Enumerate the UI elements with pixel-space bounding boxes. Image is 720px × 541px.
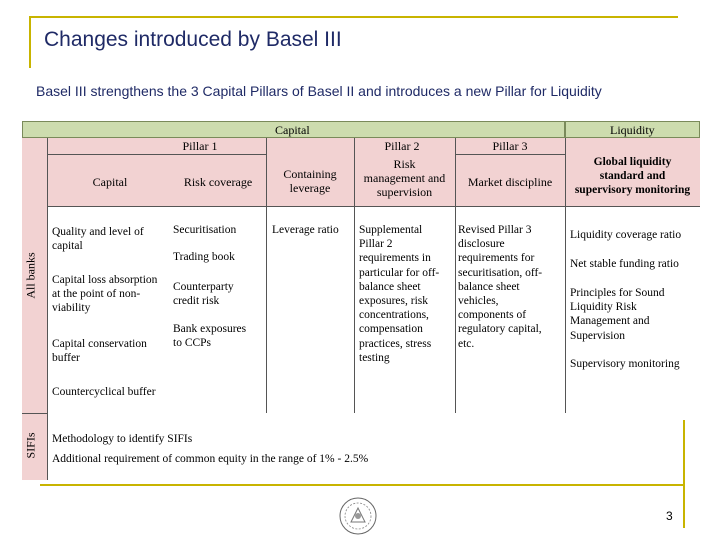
capital-bar-label: Capital: [275, 123, 310, 137]
countercyclical-buffer: Countercyclical buffer: [52, 386, 156, 398]
pillar-3-requirements: Revised Pillar 3 disclosure requirements for securitisation, off- balance sheet vehicles, components of regulatory capital, etc.: [458, 224, 543, 350]
header-containing-leverage: Containing leverage: [283, 167, 337, 195]
grid-line: [48, 154, 266, 155]
sifis-text: SIFIs: [23, 432, 38, 459]
liquidity-principles: Principles for Sound Liquidity Risk Management and Supervision: [570, 287, 665, 342]
sifis-side-label: [22, 413, 48, 480]
pillar-2-label: Pillar 2: [384, 139, 420, 153]
liquidity-bar: [565, 121, 700, 138]
header-risk-management: Risk management and supervision: [363, 157, 446, 199]
pillar-2-requirements: Supplemental Pillar 2 requirements in particular for off- balance sheet exposures, risk concentrations, compensation practices, stress testing: [359, 224, 440, 364]
frame-top-line: [30, 16, 678, 18]
header-risk-coverage: Risk coverage: [183, 175, 253, 189]
net-stable-funding-ratio: Net stable funding ratio: [570, 258, 679, 270]
frame-left-line: [29, 16, 31, 68]
liquidity-bar-label: Liquidity: [610, 123, 655, 137]
all-banks-text: All banks: [23, 252, 38, 299]
pillar-3-label: Pillar 3: [492, 139, 528, 153]
capital-loss-absorption: Capital loss absorption at the point of non- viability: [52, 274, 158, 315]
risk-securitisation: Securitisation: [173, 224, 237, 236]
liquidity-coverage-ratio: Liquidity coverage ratio: [570, 229, 682, 241]
risk-bank-exposures: Bank exposures to CCPs: [173, 323, 247, 350]
sifi-methodology: Methodology to identify SIFIs: [52, 433, 193, 445]
page-subtitle: Basel III strengthens the 3 Capital Pillars of Basel II and introduces a new Pillar for Liquidity: [36, 83, 602, 99]
sifi-additional-requirement: Additional requirement of common equity in the range of 1% - 2.5%: [52, 453, 369, 465]
header-market-discipline: Market discipline: [467, 175, 553, 189]
risk-counterparty: Counterparty credit risk: [173, 281, 234, 308]
leverage-ratio: Leverage ratio: [272, 224, 339, 236]
header-capital: Capital: [92, 175, 128, 189]
frame-right-line: [683, 420, 685, 528]
grid-line: [455, 154, 565, 155]
supervisory-monitoring: Supervisory monitoring: [570, 358, 680, 370]
capital-conservation-buffer: Capital conservation buffer: [52, 338, 147, 365]
capital-quality: Quality and level of capital: [52, 226, 144, 253]
header-global-liquidity: Global liquidity standard and supervisory monitoring: [574, 156, 691, 196]
page-number: 3: [666, 509, 673, 523]
page-title: Changes introduced by Basel III: [44, 28, 342, 51]
grid-line: [48, 206, 700, 207]
institution-seal-icon: [337, 496, 379, 541]
capital-bar: [22, 121, 565, 138]
all-banks-side-label: [22, 138, 48, 413]
frame-bottom-line: [40, 484, 683, 486]
risk-trading-book: Trading book: [173, 251, 235, 263]
pillar-1-label: Pillar 1: [182, 139, 218, 153]
